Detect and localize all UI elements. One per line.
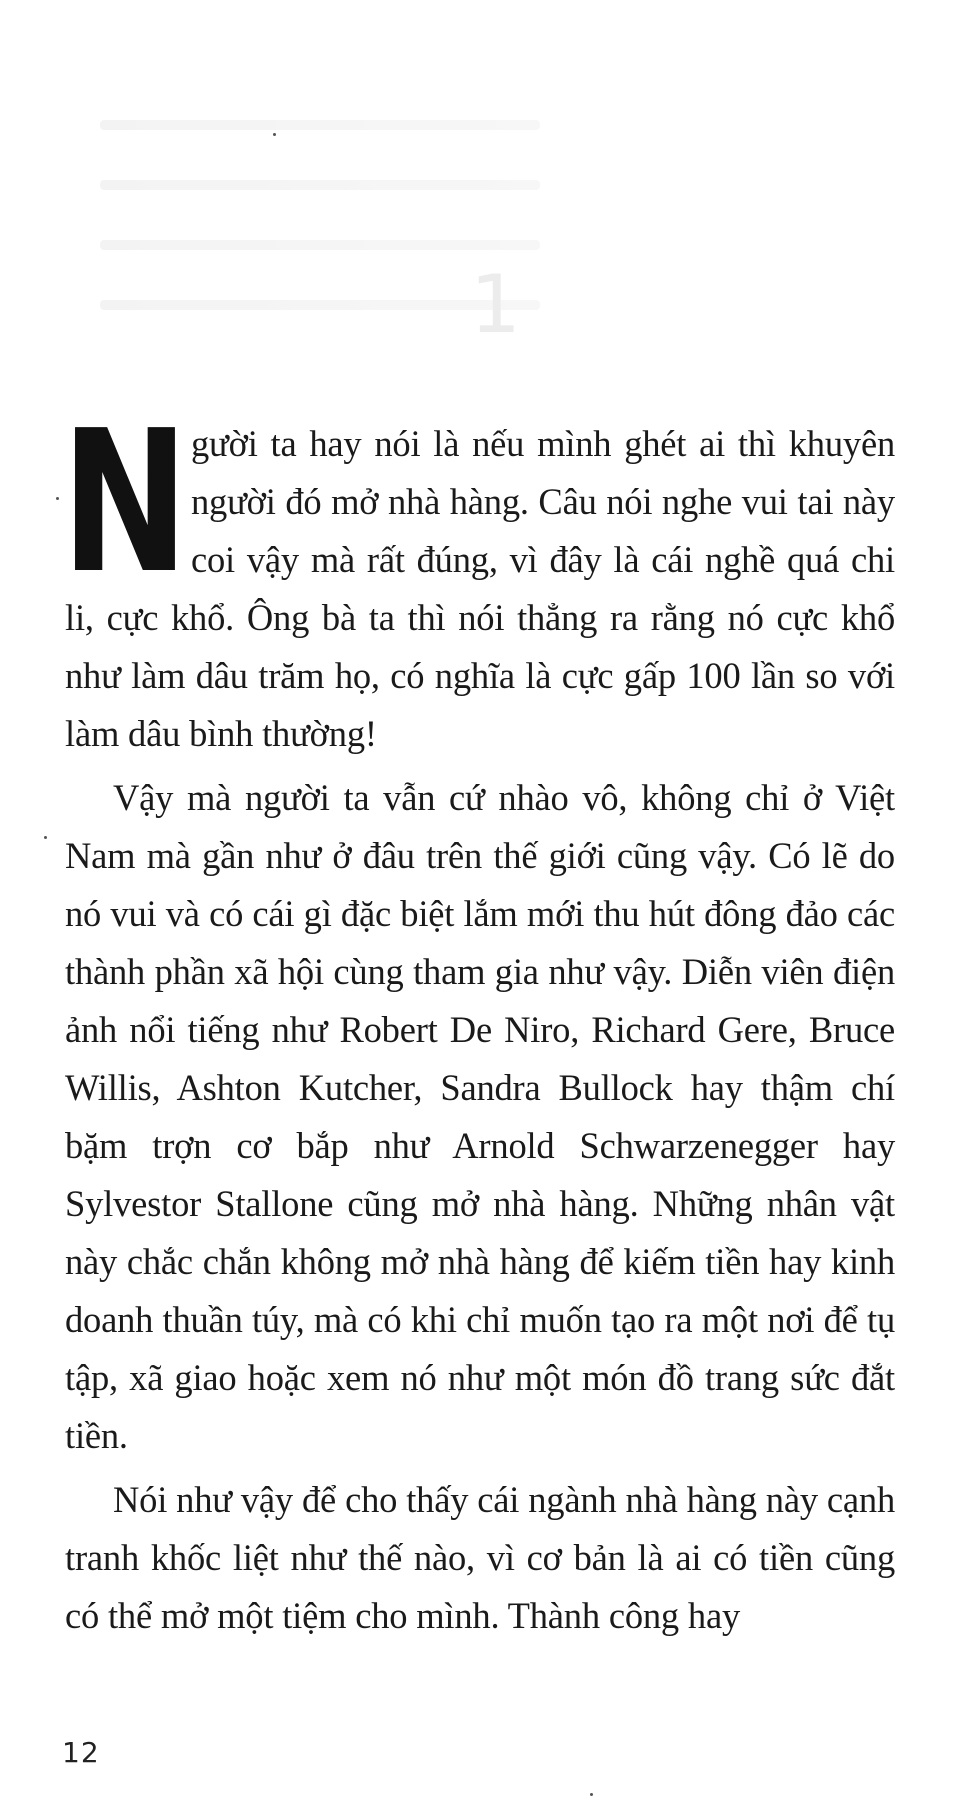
print-speck — [590, 1793, 593, 1796]
print-speck — [273, 133, 276, 136]
page-number: 12 — [62, 1736, 100, 1769]
paragraph-1 — [61, 389, 895, 763]
print-speck — [44, 836, 47, 839]
paragraph-3: Nói như vậy để cho thấy cái ngành nhà hàng này cạnh tranh khốc liệt như thế nào, vì cơ bản là ai có tiền cũng có thể mở một tiệm cho mình. Thành công hay — [65, 1479, 895, 1636]
drop-cap: N — [61, 389, 185, 617]
show-through-chapter-number: 1 — [470, 258, 521, 351]
paragraph-2: Vậy mà người ta vẫn cứ nhào vô, không chỉ ở Việt Nam mà gần như ở đâu trên thế giới cũng vậy. Có lẽ do nó vui và có cái gì đặc biệt lắm mới thu hút đông đảo các thành phần xã hội cùng tham gia như vậy. Diễn viên điện ảnh nổi tiếng như Robert De Niro, Richard Gere, Bruce Willis, Ashton Kutcher, Sandra Bullock hay thậm chí bặm trợn cơ bắp như Arnold Schwarzenegger hay Sylvestor Stallone cũng mở nhà hàng. Những nhân vật này chắc chắn không mở nhà hàng để kiếm tiền hay kinh doanh thuần túy, mà có khi chỉ muốn tạo ra một nơi để tụ tập, xã giao hoặc xem nó như một món đồ trang sức đắt tiền. — [65, 777, 895, 1456]
body-text — [61, 389, 895, 1651]
print-speck — [56, 497, 59, 500]
paragraph-1-text: gười ta hay nói là nếu mình ghét ai thì khuyên người đó mở nhà hàng. Câu nói nghe vui tai này coi vậy mà rất đúng, vì đây là cái nghề quá chi li, cực khổ. Ông bà ta thì nói thẳng ra rằng nó cực khổ như làm dâu trăm họ, có nghĩa là cực gấp 100 lần so với làm dâu bình thường! — [65, 423, 895, 754]
